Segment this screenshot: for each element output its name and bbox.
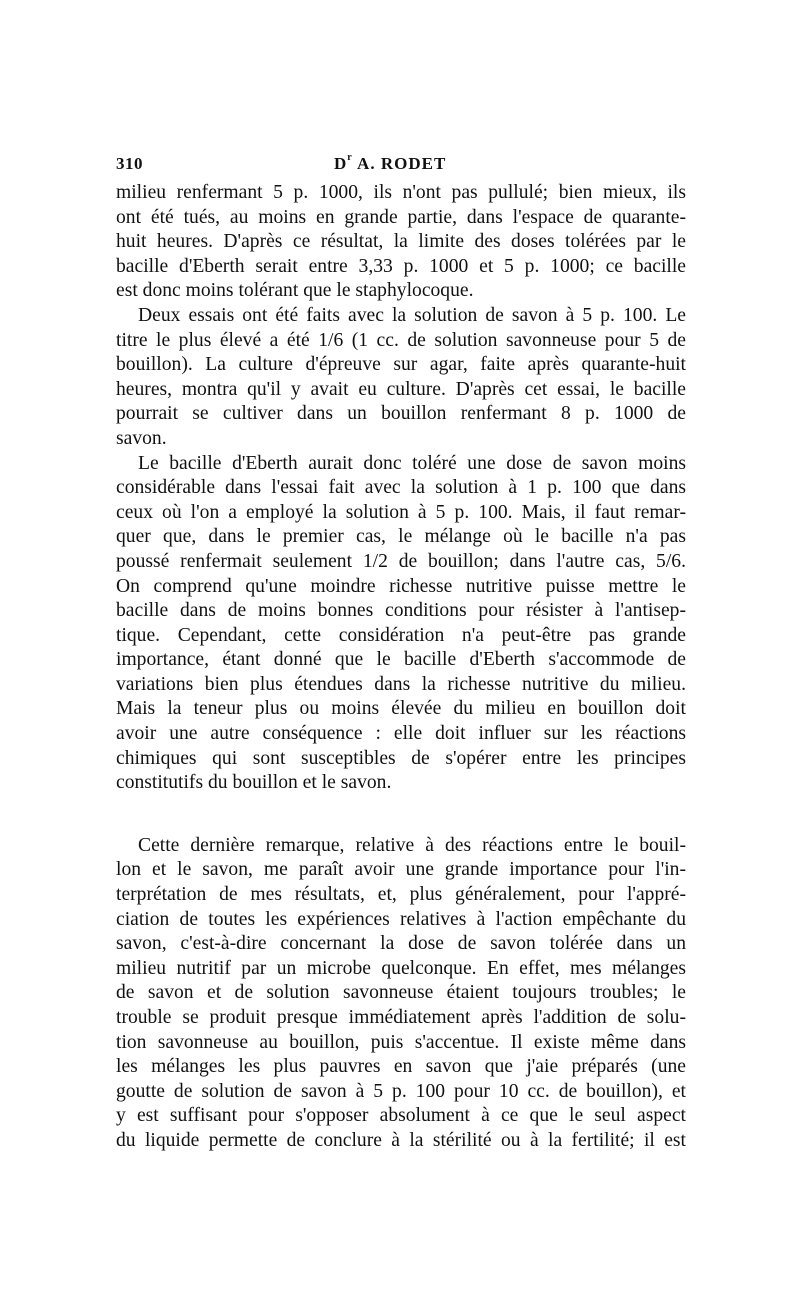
paragraph-4 (116, 834, 686, 1154)
text-line: savon, c'est-à-dire concernant la dose de savon tolérée dans un (116, 933, 686, 955)
text-line: avoir une autre conséquence : elle doit influer sur les réactions (116, 723, 686, 745)
paragraph-1 (116, 181, 686, 304)
text-line: y est suffisant pour s'opposer absolument à ce que le seul aspect (116, 1105, 686, 1127)
text-line: importance, étant donné que le bacille d'Eberth s'accommode de (116, 649, 686, 671)
text-line: ciation de toutes les expériences relatives à l'action empêchante du (116, 908, 686, 930)
text-line: Deux essais ont été faits avec la solution de savon à 5 p. 100. Le (138, 304, 686, 326)
running-head (116, 154, 686, 176)
author-prefix: D (334, 154, 348, 173)
text-line: titre le plus élevé a été 1/6 (1 cc. de solution savonneuse pour 5 de (116, 329, 686, 351)
text-line: quer que, dans le premier cas, le mélange où le bacille n'a pas (116, 526, 686, 548)
text-line: poussé renfermait seulement 1/2 de bouillon; dans l'autre cas, 5/6. (116, 550, 686, 572)
text-line: constitutifs du bouillon et le savon. (116, 772, 392, 794)
text-line: considérable dans l'essai fait avec la solution à 1 p. 100 que dans (116, 477, 686, 499)
text-line: variations bien plus étendues dans la richesse nutritive du milieu. (116, 673, 686, 695)
text-line: terprétation de mes résultats, et, plus généralement, pour l'appré- (116, 884, 686, 906)
text-line: bouillon). La culture d'épreuve sur agar, faite après quarante-huit (116, 354, 686, 376)
text-line: tion savonneuse au bouillon, puis s'accentue. Il existe même dans (116, 1031, 686, 1053)
author-suffix: r (347, 152, 353, 163)
author-name: A. RODET (357, 154, 447, 173)
paragraph-3 (116, 452, 686, 796)
text-line: Cette dernière remarque, relative à des réactions entre le bouil- (138, 834, 686, 856)
paragraph-2 (116, 304, 686, 452)
text-line: lon et le savon, me paraît avoir une grande importance pour l'in- (116, 859, 686, 881)
text-line: milieu renfermant 5 p. 1000, ils n'ont pas pullulé; bien mieux, ils (116, 182, 686, 203)
text-line: ont été tués, au moins en grande partie, dans l'espace de quarante- (116, 206, 686, 228)
running-title-author (334, 154, 446, 174)
text-line: chimiques qui sont susceptibles de s'opérer entre les principes (116, 747, 686, 769)
text-line: savon. (116, 427, 167, 449)
text-line: Mais la teneur plus ou moins élevée du milieu en bouillon doit (116, 698, 686, 720)
body-text (116, 181, 686, 1154)
text-line: trouble se produit presque immédiatement après l'addition de solu- (116, 1007, 686, 1028)
text-line: heures, montra qu'il y avait eu culture. D'après cet essai, le bacille (116, 378, 686, 400)
text-line: Le bacille d'Eberth aurait donc toléré une dose de savon moins (138, 452, 686, 474)
text-line: On comprend qu'une moindre richesse nutritive puisse mettre le (116, 575, 686, 597)
text-line: milieu nutritif par un microbe quelconque. En effet, mes mélanges (116, 957, 686, 979)
text-line: les mélanges les plus pauvres en savon que j'aie préparés (une (116, 1056, 686, 1078)
text-line: bacille d'Eberth serait entre 3,33 p. 1000 et 5 p. 1000; ce bacille (116, 255, 686, 277)
text-line: bacille dans de moins bonnes conditions pour résister à l'antisep- (116, 600, 686, 622)
text-line: ceux où l'on a employé la solution à 5 p. 100. Mais, il faut remar- (116, 501, 686, 523)
page-number: 310 (116, 154, 143, 173)
paragraph-gap (116, 796, 686, 834)
text-line: est donc moins tolérant que le staphylocoque. (116, 280, 474, 302)
text-line: huit heures. D'après ce résultat, la limite des doses tolérées par le (116, 231, 686, 253)
text-line: de savon et de solution savonneuse étaient toujours troubles; le (116, 982, 686, 1004)
text-line: tique. Cependant, cette considération n'a peut-être pas grande (116, 624, 686, 646)
text-line: goutte de solution de savon à 5 p. 100 pour 10 cc. de bouillon), et (116, 1080, 686, 1102)
text-line: pourrait se cultiver dans un bouillon renfermant 8 p. 1000 de (116, 403, 686, 425)
text-line: du liquide permette de conclure à la stérilité ou à la fertilité; il est (116, 1129, 686, 1151)
